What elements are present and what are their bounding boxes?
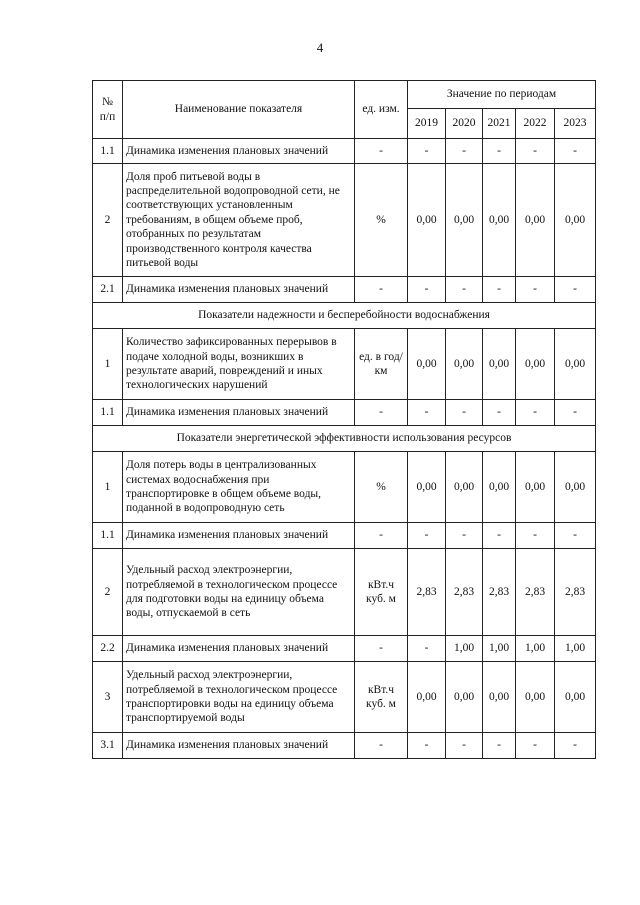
value-cell: - [516, 139, 555, 164]
value-cell: - [483, 733, 516, 759]
table-row [93, 733, 596, 759]
value-cell: 0,00 [408, 164, 446, 277]
value-cell: - [408, 400, 446, 426]
value-cell: 0,00 [555, 329, 596, 400]
row-number: 1.1 [93, 139, 123, 164]
table-row [93, 523, 596, 549]
value-cell: - [446, 139, 483, 164]
unit-cell: - [355, 277, 408, 303]
table-row [93, 452, 596, 523]
header-name: Наименование показателя [123, 81, 355, 139]
header-year: 2022 [516, 109, 555, 139]
indicator-name: Динамика изменения плановых значений [123, 523, 355, 549]
value-cell: - [516, 400, 555, 426]
value-cell: 0,00 [408, 662, 446, 733]
value-cell: - [555, 139, 596, 164]
indicator-name: Количество зафиксированных перерывов в подаче холодной воды, возникших в результате аварий, повреждений и иных технологических нарушений [123, 329, 355, 400]
table-row [93, 139, 596, 164]
row-number: 2.2 [93, 636, 123, 662]
value-cell: - [555, 733, 596, 759]
page-number: 4 [316, 40, 324, 55]
header-year: 2019 [408, 109, 446, 139]
value-cell: 0,00 [483, 329, 516, 400]
indicator-name: Удельный расход электроэнергии, потребляемой в технологическом процессе для подготовки воды на единицу объема воды, отпускаемой в сеть [123, 549, 355, 636]
value-cell: 0,00 [555, 662, 596, 733]
value-cell: 2,83 [483, 549, 516, 636]
row-number: 2 [93, 164, 123, 277]
header-year: 2020 [446, 109, 483, 139]
section-row [93, 426, 596, 452]
section-title: Показатели надежности и бесперебойности водоснабжения [93, 303, 596, 329]
unit-cell: - [355, 733, 408, 759]
value-cell: - [408, 139, 446, 164]
indicators-table [92, 80, 596, 759]
table-row [93, 164, 596, 277]
value-cell: 0,00 [483, 164, 516, 277]
value-cell: 1,00 [555, 636, 596, 662]
section-row [93, 303, 596, 329]
value-cell: - [516, 523, 555, 549]
indicator-name: Доля проб питьевой воды в распределительной водопроводной сети, не соответствующих установленным требованиям, в общем объеме проб, отобранных по результатам производственного контроля качества питьевой воды [123, 164, 355, 277]
value-cell: - [408, 733, 446, 759]
unit-cell: - [355, 636, 408, 662]
value-cell: 0,00 [408, 452, 446, 523]
unit-cell: % [355, 164, 408, 277]
indicator-name: Динамика изменения плановых значений [123, 636, 355, 662]
value-cell: - [483, 277, 516, 303]
row-number: 3 [93, 662, 123, 733]
row-number: 1 [93, 329, 123, 400]
value-cell: - [446, 277, 483, 303]
value-cell: 1,00 [446, 636, 483, 662]
unit-cell: - [355, 139, 408, 164]
row-number: 1 [93, 452, 123, 523]
value-cell: 0,00 [555, 452, 596, 523]
header-year: 2023 [555, 109, 596, 139]
unit-cell: кВт.ч куб. м [355, 549, 408, 636]
value-cell: 0,00 [446, 164, 483, 277]
value-cell: 0,00 [516, 329, 555, 400]
table-body [93, 139, 596, 759]
unit-cell: кВт.ч куб. м [355, 662, 408, 733]
value-cell: - [516, 733, 555, 759]
value-cell: - [555, 523, 596, 549]
row-number: 1.1 [93, 400, 123, 426]
value-cell: - [483, 523, 516, 549]
row-number: 2 [93, 549, 123, 636]
row-number: 2.1 [93, 277, 123, 303]
value-cell: 0,00 [446, 452, 483, 523]
table-row [93, 329, 596, 400]
value-cell: - [446, 523, 483, 549]
value-cell: - [516, 277, 555, 303]
value-cell: 2,83 [408, 549, 446, 636]
table-row [93, 400, 596, 426]
header-period: Значение по периодам [408, 81, 596, 109]
table-row [93, 636, 596, 662]
value-cell: - [446, 733, 483, 759]
row-number: 3.1 [93, 733, 123, 759]
indicator-name: Динамика изменения плановых значений [123, 139, 355, 164]
unit-cell: % [355, 452, 408, 523]
value-cell: 0,00 [516, 662, 555, 733]
indicator-name: Динамика изменения плановых значений [123, 400, 355, 426]
unit-cell: ед. в год/км [355, 329, 408, 400]
value-cell: 0,00 [446, 662, 483, 733]
value-cell: 2,83 [446, 549, 483, 636]
indicator-name: Динамика изменения плановых значений [123, 733, 355, 759]
value-cell: - [483, 400, 516, 426]
unit-cell: - [355, 523, 408, 549]
table-row [93, 662, 596, 733]
header-year: 2021 [483, 109, 516, 139]
unit-cell: - [355, 400, 408, 426]
table-row [93, 277, 596, 303]
header-unit: ед. изм. [355, 81, 408, 139]
value-cell: 0,00 [446, 329, 483, 400]
value-cell: - [446, 400, 483, 426]
indicator-name: Удельный расход электроэнергии, потребляемой в технологическом процессе транспортировки воды на единицу объема транспортируемой воды [123, 662, 355, 733]
value-cell: - [408, 523, 446, 549]
indicator-name: Динамика изменения плановых значений [123, 277, 355, 303]
value-cell: - [555, 277, 596, 303]
header-num: № п/п [93, 81, 123, 139]
value-cell: 0,00 [516, 164, 555, 277]
value-cell: - [555, 400, 596, 426]
section-title: Показатели энергетической эффективности использования ресурсов [93, 426, 596, 452]
value-cell: 0,00 [555, 164, 596, 277]
value-cell: - [408, 277, 446, 303]
table-row [93, 549, 596, 636]
value-cell: 0,00 [516, 452, 555, 523]
value-cell: 2,83 [555, 549, 596, 636]
value-cell: 0,00 [483, 662, 516, 733]
value-cell: 2,83 [516, 549, 555, 636]
value-cell: 0,00 [408, 329, 446, 400]
value-cell: - [408, 636, 446, 662]
value-cell: - [483, 139, 516, 164]
value-cell: 1,00 [516, 636, 555, 662]
row-number: 1.1 [93, 523, 123, 549]
value-cell: 0,00 [483, 452, 516, 523]
value-cell: 1,00 [483, 636, 516, 662]
indicator-name: Доля потерь воды в централизованных системах водоснабжения при транспортировке в общем объеме воды, поданной в водопроводную сеть [123, 452, 355, 523]
